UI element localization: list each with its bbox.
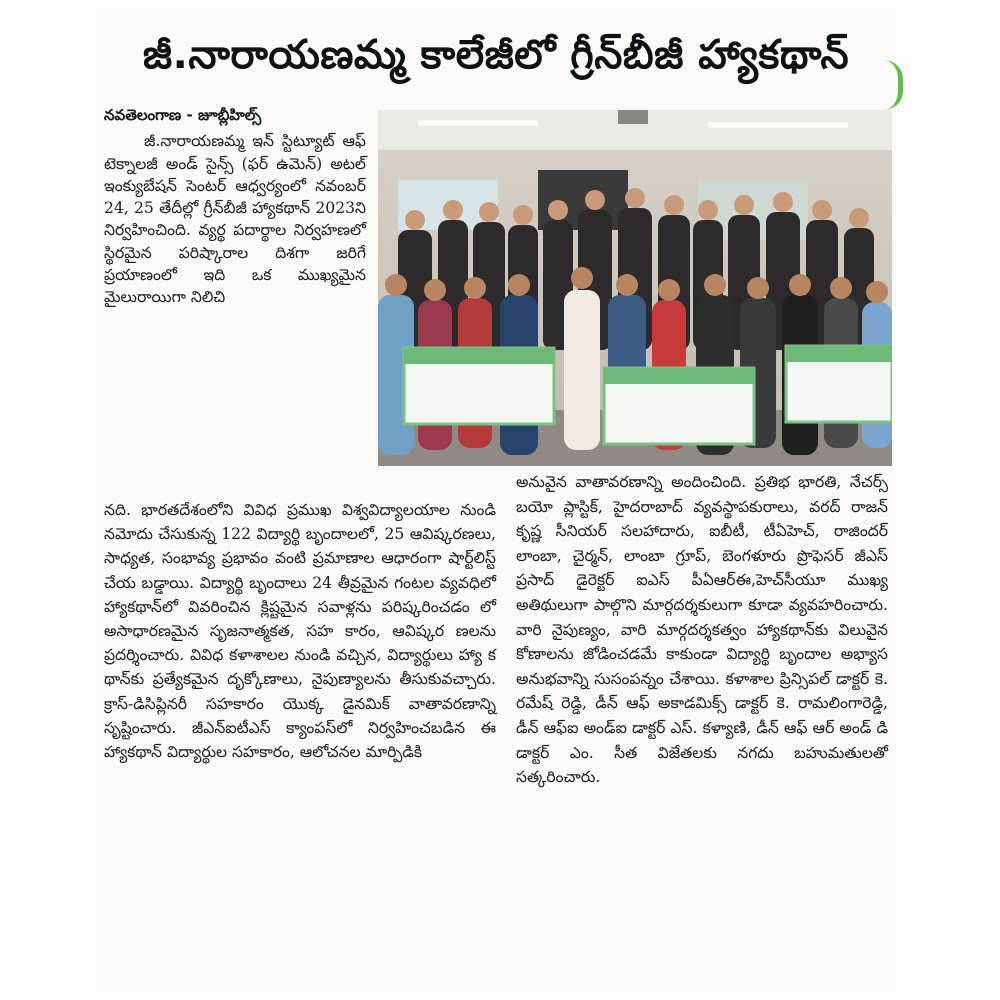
dateline: నవతెలంగాణ - జూబ్లీహిల్స్ — [104, 106, 262, 124]
article-column-middle — [104, 498, 496, 764]
article-column-right — [516, 470, 888, 790]
accent-arc — [884, 60, 903, 110]
article-paragraph-1: జీ.నారాయణమ్మ ఇన్ స్టిట్యూట్ ఆఫ్ టెక్నాలజీ అండ్ సైన్స్ (ఫర్ ఉమెన్) అటల్ ఇంక్యుబేషన్ సెంటర్ ఆధ్వర్యంలో నవంబర్ 24, 25 తేదీల్లో గ్రీన్‌బీజీ హ్యాకథాన్ 2023ని నిర్వహించింది. వ్యర్థ పదార్థాల నిర్వహణలో స్థిరమైన పరిష్కారాల దిశగా జరిగే ప్రయాణంలో ఇది ఒక ముఖ్యమైన మైలురాయిగా నిలిచి — [104, 132, 366, 307]
article-paragraph-3: అనువైన వాతావరణాన్ని అందించింది. ప్రతిభ భారతి, నేచర్స్ బయో ప్లాస్టిక్, హైదరాబాద్ వ్యవస్థాపకురాలు, వరద్ రాజన్ కృష్ణ సీనియర్ సలహాదారు, ఐబీటీ, టీఏహెచ్, రాజిందర్ లాంబా, చైర్మన్, లాంబా గ్రూప్, బెంగళూరు ప్రొఫెసర్ జీఎస్ ప్రసాద్ డైరెక్టర్ ఐఎస్ పీఏఆర్ఈ,హెచ్‌సీయూ ముఖ్య అతిథులుగా పాల్గొని మార్గదర్శకులుగా కూడా వ్యవహరించారు. వారి నైపుణ్యం, వారి మార్గదర్శకత్వం హ్యాకథాన్‌కు విలువైన కోణాలను జోడించడమే కాకుండా విద్యార్థి బృందాల అభ్యాస అనుభవాన్ని సుసంపన్నం చేశాయి. కళాశాల ప్రిన్సిపల్ డాక్టర్ కె. రమేష్ రెడ్డి, డీన్ ఆఫ్ అకాడమిక్స్ డాక్టర్ కె. రామలింగారెడ్డి, డీన్ ఆఫ్‌ఐ అండ్‌ఐ డాక్టర్ ఎస్. కళ్యాణి, డీన్ ఆఫ్ ఆర్ అండ్ డి డాక్టర్ ఎం. సీత విజేతలకు నగదు బహుమతులతో సత్కరించారు. — [516, 473, 888, 787]
headline: జీ.నారాయణమ్మ కాలేజీలో గ్రీన్‌బీజీ హ్యాకథాన్ — [142, 32, 850, 78]
article-column-left — [104, 104, 366, 309]
group-photo-icon — [378, 110, 892, 466]
news-clipping — [96, 12, 896, 988]
group-photo — [378, 110, 892, 466]
article-paragraph-2: నది. భారతదేశంలోని వివిధ ప్రముఖ విశ్వవిద్యాలయాల నుండి నమోదు చేసుకున్న 122 విద్యార్థి బృందాలలో, 25 ఆవిష్కరణలు, సాధ్యత, సంభావ్య ప్రభావం వంటి ప్రమాణాల ఆధారంగా షార్ట్‌లిస్ట్ చేయ బడ్డాయి. విద్యార్థి బృందాలు 24 తీవ్రమైన గంటల వ్యవధిలో హ్యాకథాన్‌లో వివరించిన క్లిష్టమైన సవాళ్లను పరిష్కరించడం లో అసాధారణమైన సృజనాత్మకత, సహ కారం, ఆవిష్కర ణలను ప్రదర్శించారు. వివిధ కళాశాలల నుండి వచ్చిన, విద్యార్థులు హ్యా క థాన్‌కు ప్రత్యేకమైన దృక్కోణాలు, నైపుణ్యాలను తీసుకువచ్చారు. క్రాస్-డిసిప్లినరీ సహకారం యొక్క డైనమిక్ వాతావరణాన్ని సృష్టించారు. జీఎన్ఐటీఎస్ క్యాంపస్‌లో నిర్వహించబడిన ఈ హ్యాకథాన్ విద్యార్థుల సహకారం, ఆలోచనల మార్పిడికి — [104, 501, 496, 762]
